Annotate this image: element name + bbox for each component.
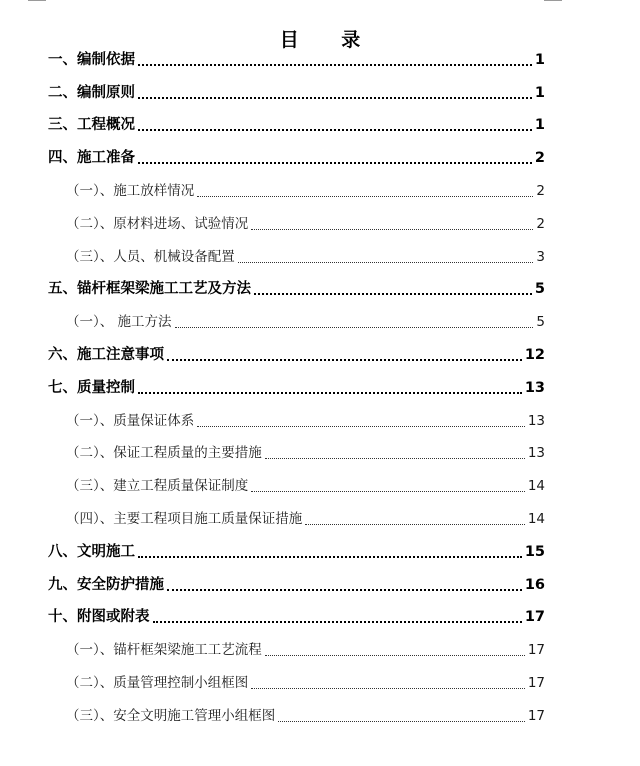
toc-page-number: 17 bbox=[527, 707, 545, 724]
toc-dot-leader bbox=[138, 129, 532, 131]
toc-page-number: 17 bbox=[527, 674, 545, 691]
toc-dot-leader bbox=[138, 162, 532, 164]
page-corner-mark-right bbox=[544, 0, 562, 2]
toc-entry-section[interactable] bbox=[48, 436, 545, 469]
toc-entry-title: （一）、 施工方法 bbox=[66, 314, 172, 331]
toc-page-number: 3 bbox=[536, 248, 545, 265]
toc-entry-chapter[interactable] bbox=[48, 140, 545, 173]
toc-entry-title: （三）、人员、机械设备配置 bbox=[66, 248, 235, 265]
toc-dot-leader bbox=[305, 524, 525, 525]
toc-dot-leader bbox=[197, 196, 533, 197]
toc-page-number: 2 bbox=[536, 182, 545, 199]
toc-page-number: 2 bbox=[534, 150, 545, 167]
toc-entry-section[interactable] bbox=[48, 304, 545, 337]
toc-entry-section[interactable] bbox=[48, 206, 545, 239]
toc-page-number: 17 bbox=[527, 642, 545, 659]
toc-dot-leader bbox=[251, 688, 525, 689]
toc-entry-title: （四）、主要工程项目施工质量保证措施 bbox=[66, 510, 303, 527]
toc-page-number: 12 bbox=[524, 346, 545, 363]
toc-entry-chapter[interactable] bbox=[48, 42, 545, 75]
toc-entry-title: 六、施工注意事项 bbox=[48, 346, 164, 363]
toc-entry-chapter[interactable] bbox=[48, 272, 545, 305]
toc-dot-leader bbox=[251, 229, 533, 230]
toc-entry-title: 八、文明施工 bbox=[48, 543, 135, 560]
toc-dot-leader bbox=[175, 327, 534, 328]
toc-entry-chapter[interactable] bbox=[48, 534, 545, 567]
toc-entry-section[interactable] bbox=[48, 403, 545, 436]
toc-entry-title: （二）、质量管理控制小组框图 bbox=[66, 674, 249, 691]
toc-page-number: 16 bbox=[524, 576, 545, 593]
toc-entry-title: （一）、质量保证体系 bbox=[66, 412, 195, 429]
toc-entry-chapter[interactable] bbox=[48, 337, 545, 370]
toc-entry-chapter[interactable] bbox=[48, 108, 545, 141]
toc-entry-title: 四、施工准备 bbox=[48, 150, 135, 167]
toc-dot-leader bbox=[138, 97, 532, 99]
toc-page-number: 13 bbox=[527, 445, 545, 462]
toc-dot-leader bbox=[254, 293, 532, 295]
toc-page-number: 1 bbox=[534, 84, 545, 101]
toc-dot-leader bbox=[278, 721, 525, 722]
toc-dot-leader bbox=[238, 262, 534, 263]
toc-entry-section[interactable] bbox=[48, 665, 545, 698]
toc-entry-title: 七、质量控制 bbox=[48, 379, 135, 396]
toc-dot-leader bbox=[138, 556, 522, 558]
toc-entry-title: 十、附图或附表 bbox=[48, 609, 150, 626]
toc-entry-title: 五、锚杆框架梁施工工艺及方法 bbox=[48, 281, 251, 298]
toc-entry-section[interactable] bbox=[48, 239, 545, 272]
toc-page-number: 17 bbox=[524, 609, 545, 626]
toc-entry-section[interactable] bbox=[48, 501, 545, 534]
toc-entry-chapter[interactable] bbox=[48, 370, 545, 403]
toc-page-number: 5 bbox=[536, 314, 545, 331]
toc-entry-title: （三）、建立工程质量保证制度 bbox=[66, 478, 249, 495]
toc-page-number: 15 bbox=[524, 543, 545, 560]
page-corner-mark-left bbox=[28, 0, 46, 2]
toc-page-number: 14 bbox=[527, 510, 545, 527]
toc-page-number: 14 bbox=[527, 478, 545, 495]
toc-dot-leader bbox=[251, 491, 525, 492]
toc-page-number: 13 bbox=[524, 379, 545, 396]
toc-dot-leader bbox=[138, 64, 532, 66]
toc-dot-leader bbox=[153, 621, 522, 623]
toc-dot-leader bbox=[197, 426, 525, 427]
toc-entry-section[interactable] bbox=[48, 468, 545, 501]
toc-dot-leader bbox=[167, 589, 522, 591]
toc-entry-section[interactable] bbox=[48, 632, 545, 665]
toc-page-number: 13 bbox=[527, 412, 545, 429]
table-of-contents bbox=[48, 42, 545, 731]
toc-page-number: 5 bbox=[534, 281, 545, 298]
toc-page-number: 1 bbox=[534, 117, 545, 134]
toc-entry-title: （二）、保证工程质量的主要措施 bbox=[66, 445, 262, 462]
toc-entry-title: 三、工程概况 bbox=[48, 117, 135, 134]
toc-entry-title: （一）、锚杆框架梁施工工艺流程 bbox=[66, 642, 262, 659]
toc-dot-leader bbox=[167, 359, 522, 361]
toc-dot-leader bbox=[265, 458, 525, 459]
page-title: 目 录 bbox=[279, 28, 379, 51]
toc-entry-title: （三）、安全文明施工管理小组框图 bbox=[66, 707, 276, 724]
toc-entry-section[interactable] bbox=[48, 698, 545, 731]
toc-dot-leader bbox=[265, 655, 525, 656]
toc-entry-title: 一、编制依据 bbox=[48, 51, 135, 68]
toc-entry-chapter[interactable] bbox=[48, 567, 545, 600]
toc-page-number: 1 bbox=[534, 51, 545, 68]
toc-entry-title: 九、安全防护措施 bbox=[48, 576, 164, 593]
toc-entry-chapter[interactable] bbox=[48, 600, 545, 633]
toc-entry-title: 二、编制原则 bbox=[48, 84, 135, 101]
toc-page-number: 2 bbox=[536, 215, 545, 232]
toc-entry-title: （二）、原材料进场、试验情况 bbox=[66, 215, 249, 232]
toc-entry-title: （一）、施工放样情况 bbox=[66, 182, 195, 199]
toc-entry-chapter[interactable] bbox=[48, 75, 545, 108]
toc-entry-section[interactable] bbox=[48, 173, 545, 206]
toc-dot-leader bbox=[138, 392, 522, 394]
